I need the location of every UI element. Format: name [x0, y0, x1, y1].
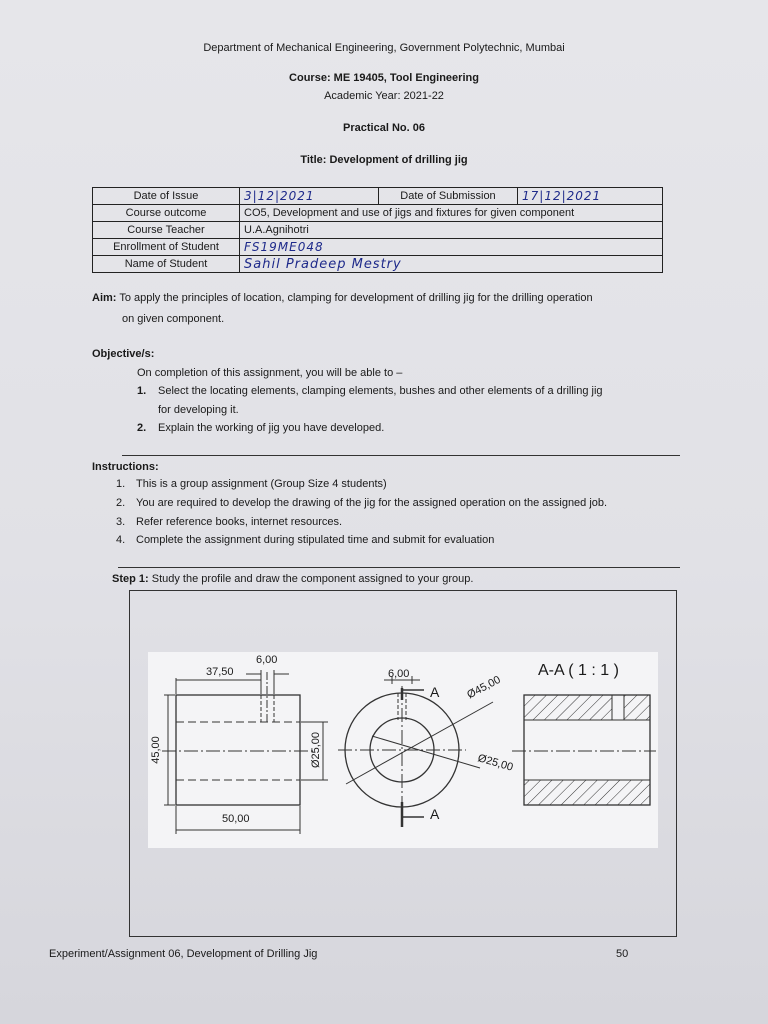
course-outcome-label: Course outcome	[93, 205, 240, 222]
department-line: Department of Mechanical Engineering, Government Polytechnic, Mumbai	[203, 42, 565, 54]
dim-50-label: 50,00	[222, 813, 250, 825]
section-view	[512, 695, 656, 805]
course-teacher-value: U.A.Agnihotri	[240, 222, 663, 239]
aim-line	[92, 291, 593, 305]
section-mark-bottom: A	[430, 806, 440, 822]
instruction-item: You are required to develop the drawing of the jig for the assigned operation on the assigned job.	[136, 497, 608, 509]
step1-label: Step 1:	[112, 573, 149, 585]
date-of-issue-label: Date of Issue	[93, 188, 240, 205]
objective-number: 2.	[137, 422, 147, 434]
dim-6-label: 6,00	[256, 654, 278, 666]
aim-text-continued: on given component.	[122, 313, 225, 325]
objectives-intro: On completion of this assignment, you will be able to –	[137, 367, 403, 379]
instruction-number: 3.	[116, 516, 126, 528]
student-name-value: Sahil Pradeep Mestry	[240, 256, 663, 273]
instruction-item: This is a group assignment (Group Size 4 students)	[136, 478, 387, 490]
student-name-label: Name of Student	[93, 256, 240, 273]
dim-25-label: Ø25,00	[310, 731, 323, 769]
instruction-item: Refer reference books, internet resources.	[136, 516, 343, 528]
enrollment-value: FS19ME048	[240, 239, 663, 256]
practical-number: Practical No. 06	[343, 122, 425, 134]
table-row	[93, 188, 663, 205]
step1-text: Study the profile and draw the component assigned to your group.	[151, 573, 474, 585]
instructions-heading: Instructions:	[92, 461, 159, 473]
date-of-issue-value: 3|12|2021	[240, 188, 379, 205]
course-teacher-label: Course Teacher	[93, 222, 240, 239]
instruction-number: 1.	[116, 478, 126, 490]
instruction-number: 2.	[116, 497, 126, 509]
instruction-number: 4.	[116, 534, 126, 546]
dia-25-label: Ø25,00	[476, 752, 515, 774]
component-drawing	[148, 652, 658, 848]
aim-text: To apply the principles of location, clamping for development of drilling jig for the drilling operation	[119, 292, 593, 304]
table-row	[93, 256, 663, 273]
course-line: Course: ME 19405, Tool Engineering	[289, 72, 479, 84]
dim-6-mid-label: 6,00	[388, 668, 410, 680]
objectives-heading: Objective/s:	[92, 348, 155, 360]
academic-year: Academic Year: 2021-22	[324, 90, 444, 102]
table-row	[93, 239, 663, 256]
objective-item: Select the locating elements, clamping elements, bushes and other elements of a drilling jig	[158, 385, 603, 397]
step1-line	[112, 572, 473, 586]
dim-45-label: 45,00	[149, 736, 162, 764]
table-row	[93, 222, 663, 239]
dia-45-label: Ø45,00	[465, 673, 503, 702]
info-table	[92, 187, 663, 273]
divider	[118, 567, 680, 568]
aim-label: Aim:	[92, 292, 117, 304]
date-of-submission-label: Date of Submission	[379, 188, 518, 205]
course-outcome-value: CO5, Development and use of jigs and fixtures for given component	[240, 205, 663, 222]
divider	[122, 455, 680, 456]
front-view	[162, 670, 328, 834]
objective-number: 1.	[137, 385, 147, 397]
objective-item-continued: for developing it.	[158, 404, 239, 416]
footer-text: Experiment/Assignment 06, Development of Drilling Jig	[49, 948, 318, 960]
date-of-submission-value: 17|12|2021	[518, 188, 663, 205]
section-title: A-A ( 1 : 1 )	[538, 662, 619, 679]
section-mark-top: A	[430, 684, 440, 700]
document-title: Title: Development of drilling jig	[300, 154, 468, 166]
page-number: 50	[616, 948, 629, 960]
instruction-item: Complete the assignment during stipulated time and submit for evaluation	[136, 534, 495, 546]
table-row	[93, 205, 663, 222]
dim-37-5-label: 37,50	[206, 666, 234, 678]
enrollment-label: Enrollment of Student	[93, 239, 240, 256]
objective-item: Explain the working of jig you have developed.	[158, 422, 385, 434]
